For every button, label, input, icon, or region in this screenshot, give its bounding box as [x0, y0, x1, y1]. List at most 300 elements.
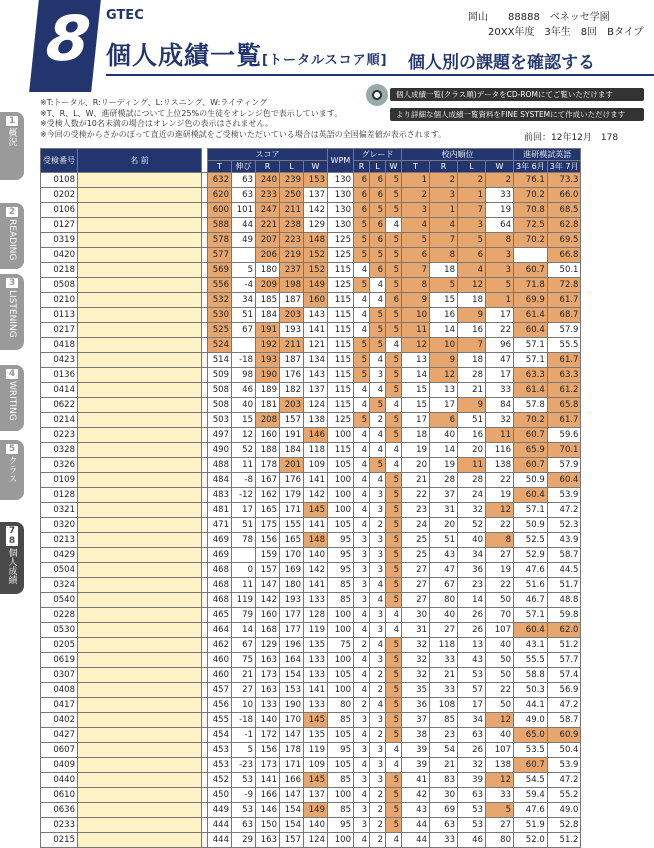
- score-listening: 191: [280, 428, 304, 443]
- grade-reading: 4: [354, 263, 370, 278]
- wpm: 130: [328, 218, 354, 233]
- rank-writing: 84: [486, 398, 514, 413]
- table-row: [41, 773, 581, 788]
- student-name: [78, 563, 202, 578]
- score-listening: 196: [280, 638, 304, 653]
- grade-listening: 5: [370, 338, 386, 353]
- rank-total: 27: [402, 578, 430, 593]
- student-name: [78, 728, 202, 743]
- score-total: 524: [208, 338, 232, 353]
- score-total: 452: [208, 773, 232, 788]
- score-reading: 147: [256, 578, 280, 593]
- score-total: 460: [208, 668, 232, 683]
- shinken-june: 60.4: [514, 623, 548, 638]
- shinken-july: 51.7: [547, 578, 581, 593]
- score-total: 462: [208, 638, 232, 653]
- score-growth: [232, 248, 256, 263]
- rank-reading: 118: [430, 638, 458, 653]
- rank-writing: 80: [486, 833, 514, 848]
- wpm: 85: [328, 773, 354, 788]
- student-id: 0508: [41, 278, 78, 293]
- score-growth: -8: [232, 473, 256, 488]
- rank-writing: 12: [486, 713, 514, 728]
- rank-reading: 33: [430, 833, 458, 848]
- student-name: [78, 488, 202, 503]
- student-name: [78, 473, 202, 488]
- rank-reading: 21: [430, 758, 458, 773]
- student-name: [78, 833, 202, 848]
- sidebar-tab-overview[interactable]: [0, 112, 24, 180]
- score-total: 454: [208, 728, 232, 743]
- rank-total: 31: [402, 623, 430, 638]
- rank-reading: 23: [430, 728, 458, 743]
- score-listening: 154: [280, 803, 304, 818]
- student-name: [78, 788, 202, 803]
- student-id: 0213: [41, 533, 78, 548]
- student-name: [78, 383, 202, 398]
- grade-writing: 5: [386, 668, 402, 683]
- grade-reading: 4: [354, 623, 370, 638]
- rank-reading: 83: [430, 773, 458, 788]
- wpm: 100: [328, 623, 354, 638]
- shinken-june: 58.8: [514, 668, 548, 683]
- grade-listening: 4: [370, 428, 386, 443]
- grade-listening: 2: [370, 833, 386, 848]
- tab-label: 概況: [6, 128, 17, 146]
- rank-reading: 4: [430, 218, 458, 233]
- student-name: [78, 518, 202, 533]
- table-row: [41, 443, 581, 458]
- score-growth: 63: [232, 188, 256, 203]
- score-writing: 152: [304, 248, 328, 263]
- score-reading: 190: [256, 368, 280, 383]
- sidebar-tab-listening[interactable]: [0, 274, 24, 350]
- col-rank-t: T: [402, 161, 430, 173]
- score-writing: 143: [304, 368, 328, 383]
- grade-reading: 5: [354, 368, 370, 383]
- page-title: [106, 36, 388, 72]
- rank-listening: 6: [458, 248, 486, 263]
- shinken-july: 53.9: [547, 758, 581, 773]
- shinken-july: 68.7: [547, 308, 581, 323]
- score-growth: 27: [232, 683, 256, 698]
- wpm: 125: [328, 248, 354, 263]
- grade-listening: 4: [370, 443, 386, 458]
- score-total: 469: [208, 548, 232, 563]
- grade-reading: 5: [354, 413, 370, 428]
- rank-reading: 20: [430, 518, 458, 533]
- rank-writing: 2: [486, 173, 514, 188]
- col-wpm: WPM: [328, 149, 354, 173]
- score-growth: 5: [232, 743, 256, 758]
- table-row: [41, 398, 581, 413]
- rank-writing: 116: [486, 443, 514, 458]
- shinken-july: 61.2: [547, 383, 581, 398]
- rank-reading: 12: [430, 368, 458, 383]
- table-row: [41, 818, 581, 833]
- grade-listening: 6: [370, 233, 386, 248]
- score-writing: 134: [304, 353, 328, 368]
- score-total: 488: [208, 458, 232, 473]
- col-rank-l: L: [458, 161, 486, 173]
- rank-reading: 19: [430, 458, 458, 473]
- rank-listening: 43: [458, 653, 486, 668]
- rank-total: 25: [402, 533, 430, 548]
- grade-writing: 5: [386, 713, 402, 728]
- score-listening: 166: [280, 773, 304, 788]
- wpm: 95: [328, 743, 354, 758]
- score-growth: -18: [232, 353, 256, 368]
- table-row: [41, 323, 581, 338]
- rank-listening: 26: [458, 623, 486, 638]
- score-total: 468: [208, 563, 232, 578]
- rank-total: 4: [402, 218, 430, 233]
- score-listening: 170: [280, 548, 304, 563]
- grade-writing: 4: [386, 443, 402, 458]
- rank-reading: 15: [430, 293, 458, 308]
- grade-listening: 6: [370, 188, 386, 203]
- shinken-july: 70.1: [547, 443, 581, 458]
- score-listening: 165: [280, 533, 304, 548]
- wpm: 130: [328, 188, 354, 203]
- grade-writing: 5: [386, 203, 402, 218]
- shinken-june: 52.9: [514, 548, 548, 563]
- rank-writing: 17: [486, 308, 514, 323]
- grade-writing: 4: [386, 338, 402, 353]
- shinken-june: [514, 248, 548, 263]
- rank-writing: 19: [486, 563, 514, 578]
- wpm: 100: [328, 788, 354, 803]
- rank-total: 18: [402, 428, 430, 443]
- grade-reading: 3: [354, 818, 370, 833]
- grade-reading: 4: [354, 428, 370, 443]
- grade-reading: 4: [354, 443, 370, 458]
- score-writing: 141: [304, 473, 328, 488]
- rank-writing: 27: [486, 818, 514, 833]
- student-id: 0136: [41, 368, 78, 383]
- score-writing: 119: [304, 743, 328, 758]
- student-id: 0427: [41, 728, 78, 743]
- student-id: 0202: [41, 188, 78, 203]
- table-row: [41, 383, 581, 398]
- grade-listening: 4: [370, 593, 386, 608]
- brand-label: GTEC: [106, 8, 144, 23]
- rank-listening: 16: [458, 428, 486, 443]
- grade-reading: 4: [354, 323, 370, 338]
- wpm: 80: [328, 698, 354, 713]
- score-growth: 0: [232, 563, 256, 578]
- score-growth: [232, 548, 256, 563]
- score-listening: 154: [280, 818, 304, 833]
- rank-total: 20: [402, 458, 430, 473]
- rank-reading: 108: [430, 698, 458, 713]
- rank-listening: 53: [458, 668, 486, 683]
- student-name: [78, 188, 202, 203]
- score-total: 532: [208, 293, 232, 308]
- grade-reading: 3: [354, 533, 370, 548]
- shinken-june: 60.7: [514, 458, 548, 473]
- score-reading: 181: [256, 398, 280, 413]
- score-total: 508: [208, 383, 232, 398]
- grade-listening: 4: [370, 278, 386, 293]
- rank-listening: 9: [458, 398, 486, 413]
- student-id: 0233: [41, 818, 78, 833]
- rank-total: 8: [402, 278, 430, 293]
- grade-listening: 3: [370, 368, 386, 383]
- score-writing: 129: [304, 218, 328, 233]
- score-reading: 162: [256, 488, 280, 503]
- score-reading: 191: [256, 323, 280, 338]
- table-row: [41, 758, 581, 773]
- score-total: 556: [208, 278, 232, 293]
- student-name: [78, 758, 202, 773]
- score-writing: 142: [304, 203, 328, 218]
- sidebar-tab-individual[interactable]: [0, 522, 24, 594]
- rank-writing: 40: [486, 728, 514, 743]
- grade-listening: 6: [370, 218, 386, 233]
- grade-writing: 5: [386, 248, 402, 263]
- rank-writing: 17: [486, 368, 514, 383]
- grade-reading: 4: [354, 608, 370, 623]
- score-growth: 15: [232, 413, 256, 428]
- score-writing: 133: [304, 593, 328, 608]
- sidebar-tab-writing[interactable]: [0, 365, 24, 431]
- student-id: 0210: [41, 293, 78, 308]
- grade-reading: 6: [354, 173, 370, 188]
- shinken-june: 55.5: [514, 653, 548, 668]
- shinken-june: 49.0: [514, 713, 548, 728]
- rank-writing: 22: [486, 518, 514, 533]
- student-id: 0540: [41, 593, 78, 608]
- student-name: [78, 818, 202, 833]
- tab-label: READING: [7, 219, 17, 261]
- rank-reading: 51: [430, 533, 458, 548]
- score-reading: 159: [256, 548, 280, 563]
- table-row: [41, 623, 581, 638]
- shinken-june: 60.7: [514, 263, 548, 278]
- score-reading: 142: [256, 593, 280, 608]
- rank-writing: 47: [486, 353, 514, 368]
- student-name: [78, 428, 202, 443]
- col-grade-w: W: [386, 161, 402, 173]
- shinken-july: 56.9: [547, 683, 581, 698]
- rank-listening: 63: [458, 728, 486, 743]
- score-writing: 142: [304, 563, 328, 578]
- shinken-july: 47.2: [547, 503, 581, 518]
- score-writing: 118: [304, 443, 328, 458]
- score-listening: 176: [280, 473, 304, 488]
- rank-writing: 19: [486, 488, 514, 503]
- grade-listening: 3: [370, 758, 386, 773]
- cd-notice-2: より詳細な個人成績一覧資料をFINE SYSTEMにて作成いただけます: [390, 108, 644, 121]
- grade-listening: 3: [370, 533, 386, 548]
- rank-total: 39: [402, 743, 430, 758]
- grade-writing: 5: [386, 233, 402, 248]
- score-reading: 163: [256, 653, 280, 668]
- rank-total: 30: [402, 608, 430, 623]
- rank-total: 39: [402, 758, 430, 773]
- student-name: [78, 263, 202, 278]
- rank-reading: 6: [430, 413, 458, 428]
- col-grade-r: R: [354, 161, 370, 173]
- rank-listening: 2: [458, 173, 486, 188]
- score-listening: 147: [280, 728, 304, 743]
- grade-writing: 5: [386, 533, 402, 548]
- table-row: [41, 713, 581, 728]
- student-id: 0215: [41, 833, 78, 848]
- grade-listening: 2: [370, 683, 386, 698]
- shinken-july: 61.7: [547, 413, 581, 428]
- score-writing: 137: [304, 188, 328, 203]
- col-rank-r: R: [430, 161, 458, 173]
- score-writing: 109: [304, 458, 328, 473]
- score-total: 509: [208, 368, 232, 383]
- grade-writing: 5: [386, 803, 402, 818]
- grade-listening: 4: [370, 353, 386, 368]
- col-score-r: R: [256, 161, 280, 173]
- score-reading: 189: [256, 383, 280, 398]
- grade-writing: 5: [386, 773, 402, 788]
- grade-listening: 3: [370, 773, 386, 788]
- shinken-july: 63.3: [547, 368, 581, 383]
- score-growth: 51: [232, 518, 256, 533]
- score-listening: 239: [280, 173, 304, 188]
- tab-number: 2: [6, 207, 18, 217]
- score-total: 453: [208, 758, 232, 773]
- grade-writing: 5: [386, 683, 402, 698]
- rank-writing: 3: [486, 263, 514, 278]
- rank-reading: 13: [430, 383, 458, 398]
- score-writing: 135: [304, 638, 328, 653]
- score-reading: 163: [256, 683, 280, 698]
- rank-writing: 11: [486, 428, 514, 443]
- wpm: 125: [328, 278, 354, 293]
- shinken-june: 60.4: [514, 488, 548, 503]
- shinken-june: 59.4: [514, 788, 548, 803]
- rank-listening: 7: [458, 338, 486, 353]
- score-total: 577: [208, 248, 232, 263]
- score-listening: 147: [280, 788, 304, 803]
- score-writing: 135: [304, 728, 328, 743]
- shinken-july: 59.6: [547, 428, 581, 443]
- shinken-june: 57.8: [514, 398, 548, 413]
- table-row: [41, 698, 581, 713]
- student-id: 0108: [41, 173, 78, 188]
- score-growth: 12: [232, 428, 256, 443]
- grade-listening: 3: [370, 563, 386, 578]
- score-listening: 157: [280, 413, 304, 428]
- rank-listening: 3: [458, 218, 486, 233]
- grade-listening: 2: [370, 728, 386, 743]
- table-row: [41, 548, 581, 563]
- score-total: 503: [208, 413, 232, 428]
- rank-total: 41: [402, 773, 430, 788]
- rank-writing: 22: [486, 683, 514, 698]
- shinken-july: 72.8: [547, 278, 581, 293]
- wpm: 115: [328, 368, 354, 383]
- grade-writing: 5: [386, 563, 402, 578]
- grade-reading: 3: [354, 563, 370, 578]
- rank-listening: 53: [458, 803, 486, 818]
- student-id: 0127: [41, 218, 78, 233]
- rank-total: 6: [402, 248, 430, 263]
- wpm: 115: [328, 443, 354, 458]
- shinken-june: 57.1: [514, 503, 548, 518]
- grade-writing: 4: [386, 398, 402, 413]
- rank-writing: 138: [486, 758, 514, 773]
- grade-reading: 2: [354, 698, 370, 713]
- grade-writing: 5: [386, 818, 402, 833]
- rank-total: 15: [402, 383, 430, 398]
- score-reading: 206: [256, 248, 280, 263]
- wpm: 85: [328, 803, 354, 818]
- grade-listening: 6: [370, 263, 386, 278]
- table-row: [41, 368, 581, 383]
- grade-reading: 4: [354, 308, 370, 323]
- col-shinken: 進研模試英語: [514, 149, 581, 161]
- shinken-june: 50.3: [514, 683, 548, 698]
- grade-writing: 5: [386, 173, 402, 188]
- grade-writing: 5: [386, 308, 402, 323]
- score-listening: 203: [280, 308, 304, 323]
- col-score-l: L: [280, 161, 304, 173]
- rank-writing: 107: [486, 743, 514, 758]
- score-writing: 142: [304, 488, 328, 503]
- score-total: 525: [208, 323, 232, 338]
- sidebar-tab-reading[interactable]: [0, 203, 24, 269]
- score-reading: 157: [256, 563, 280, 578]
- score-writing: 121: [304, 338, 328, 353]
- score-growth: -18: [232, 713, 256, 728]
- wpm: 95: [328, 533, 354, 548]
- sidebar-tab-class[interactable]: [0, 440, 24, 500]
- score-listening: 171: [280, 758, 304, 773]
- grade-writing: 5: [386, 353, 402, 368]
- rank-writing: 50: [486, 593, 514, 608]
- score-reading: 146: [256, 803, 280, 818]
- student-id: 0218: [41, 263, 78, 278]
- grade-reading: 4: [354, 518, 370, 533]
- grade-listening: 4: [370, 383, 386, 398]
- shinken-june: 44.1: [514, 698, 548, 713]
- score-total: 450: [208, 788, 232, 803]
- table-row: [41, 338, 581, 353]
- shinken-june: 70.2: [514, 413, 548, 428]
- grade-listening: 3: [370, 488, 386, 503]
- student-name: [78, 713, 202, 728]
- tab-number: 3: [6, 278, 18, 288]
- rank-total: 35: [402, 683, 430, 698]
- score-reading: 166: [256, 788, 280, 803]
- student-id: 0106: [41, 203, 78, 218]
- wpm: 115: [328, 338, 354, 353]
- rank-reading: 9: [430, 353, 458, 368]
- rank-writing: 64: [486, 218, 514, 233]
- school-info: 岡山 88888 ベネッセ学園: [468, 12, 610, 23]
- score-listening: 211: [280, 338, 304, 353]
- shinken-july: 55.2: [547, 788, 581, 803]
- grade-reading: 4: [354, 503, 370, 518]
- student-name: [78, 668, 202, 683]
- grade-writing: 5: [386, 728, 402, 743]
- score-reading: 185: [256, 293, 280, 308]
- score-listening: 170: [280, 713, 304, 728]
- score-writing: 143: [304, 308, 328, 323]
- score-growth: 34: [232, 293, 256, 308]
- grade-listening: 5: [370, 203, 386, 218]
- shinken-june: 60.7: [514, 758, 548, 773]
- score-reading: 156: [256, 533, 280, 548]
